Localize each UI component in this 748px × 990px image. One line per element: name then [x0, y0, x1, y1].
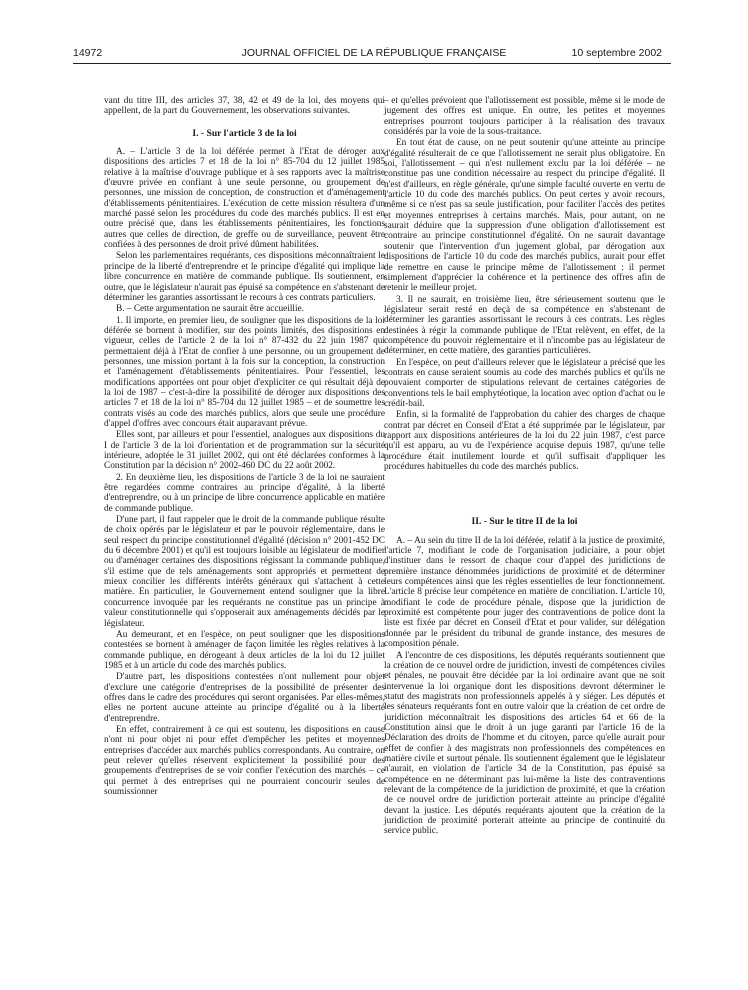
publication-date: 10 septembre 2002: [571, 47, 662, 59]
paragraph: Elles sont, par ailleurs et pour l'essentiel, analogues aux dispositions du I de l'article 3 de la loi d'orientation et de programmation sur la sécurité intérieure, adoptée le 31 juillet 2002, qui ont été déclarées conformes à la Constitution par la décision n° 2002-460 DC du 22 août 2002.: [104, 430, 385, 472]
paragraph: 2. En deuxième lieu, les dispositions de l'article 3 de la loi ne sauraient être regardées comme contraires au principe d'égalité, à la liberté d'entreprendre, ou à un principe de libre concurrence applicable en matière de commande publique.: [104, 472, 385, 514]
paragraph: A. – L'article 3 de la loi déférée permet à l'Etat de déroger aux dispositions des articles 7 et 18 de la loi n° 85-704 du 12 juillet 1985 relative à la maîtrise d'ouvrage publique et à ses rapports avec la maîtrise d'œuvre privée en confiant à une seule personne, ou groupement de personnes, une mission de conception, de construction et d'aménagement d'établissements pénitentiaires. L'exécution de cette mission résultera d'un marché passé selon les procédures du code des marchés publics. Il est en outre précisé que, dans les établissements pénitentiaires, les fonctions autres que celles de direction, de greffe ou de surveillance, peuvent être confiées à des personnes de droit privé dûment habilitées.: [104, 147, 385, 251]
paragraph: vant du titre III, des articles 37, 38, 42 et 49 de la loi, des moyens qui appellent, de la part du Gouvernement, les observations suivantes.: [104, 96, 385, 117]
paragraph: Au demeurant, et en l'espèce, on peut souligner que les dispositions contestées se bornent à aménager de façon limitée les règles relatives à la commande publique, en dérogeant à deux articles de la loi du 12 juillet 1985 et à un article du code des marchés publics.: [104, 629, 385, 671]
paragraph: D'une part, il faut rappeler que le droit de la commande publique résulte de choix opérés par le législateur et par le pouvoir réglementaire, dans le seul respect du principe constitutionnel d'égalité (décision n° 2001-452 DC du 6 décembre 2001) et qu'il est toujours loisible au législateur de modifier ou d'aménager certaines des dispositions régissant la commande publique, s'il estime que de tels aménagements sont appropriés et permettent de mieux concilier les différents intérêts généraux qui s'attachent à cette matière. En particulier, le Gouvernement entend souligner que la libre concurrence invoquée par les requérants ne constitue pas un principe à valeur constitutionnelle qui s'opposerait aux aménagements décidés par le législateur.: [104, 515, 385, 629]
paragraph: B. – Cette argumentation ne saurait être accueillie.: [116, 304, 305, 315]
journal-title: JOURNAL OFFICIEL DE LA RÉPUBLIQUE FRANÇAISE: [241, 47, 507, 59]
left-column: [104, 96, 385, 798]
header-rule: [73, 63, 671, 64]
section-spacer: [384, 473, 665, 505]
page-number: 14972: [73, 47, 103, 59]
paragraph: – et qu'elles prévoient que l'allotissement est possible, même si le mode de jugement des offres est unique. En outre, les petites et moyennes entreprises pourront toujours participer à la réalisation des travaux considérés par la voie de la sous-traitance.: [384, 96, 665, 138]
paragraph: En tout état de cause, on ne peut soutenir qu'une atteinte au principe d'égalité résulterait de ce que l'allotissement ne serait plus obligatoire. En soi, l'allotissement – qui n'est nullement exclu par la loi déférée – ne constitue pas une condition nécessaire au respect du principe d'égalité. Il n'est d'ailleurs, en règle générale, qu'une simple faculté ouverte en vertu de l'article 10 du code des marchés publics. On peut certes y avoir recours, même si ce n'est pas sa seule justification, pour faciliter l'accès des petites et moyennes entreprises à certains marchés. Mais, pour autant, on ne saurait déduire que la suppression d'une obligation d'allotissement est contraire au principe constitutionnel d'égalité. On ne saurait davantage soutenir que l'intervention d'un jugement global, par dérogation aux dispositions de l'article 10 du code des marchés publics, aurait pour effet de remettre en cause le principe même de l'allotissement : il permet simplement d'apprécier la cohérence et la pertinence des offres afin de retenir le meilleur projet.: [384, 138, 665, 294]
right-column: [384, 96, 665, 838]
paragraph: Selon les parlementaires requérants, ces dispositions méconnaîtraient le principe de la liberté d'entreprendre et le principe d'égalité qui implique la libre concurrence en matière de commande publique. Ils soutiennent, en outre, que le législateur n'aurait pas épuisé sa compétence en s'abstenant de déterminer les garanties assortissant le recours à ces contrats particuliers.: [104, 251, 385, 303]
paragraph: A l'encontre de ces dispositions, les députés requérants soutiennent que la création de ce nouvel ordre de juridiction, investi de compétences civiles et pénales, ne pouvait être décidée par la loi ordinaire avant que ne soit intervenue la loi organique dont les dispositions devront déterminer le statut des magistrats non professionnels appelés à y siéger. Les députés et les sénateurs requérants font en outre valoir que la création de cet ordre de juridiction méconnaîtrait les dispositions des articles 64 et 66 de la Constitution ainsi que le droit à un juge garanti par l'article 16 de la Déclaration des droits de l'homme et du citoyen, parce qu'elle aurait pour effet de confier à des magistrats non professionnels des compétences en matière civile et surtout pénale. Ils soutiennent également que le législateur n'aurait, en violation de l'article 34 de la Constitution, pas épuisé sa compétence en ne déterminant pas lui-même la liste des contraventions relevant de la compétence de la juridiction de proximité, et que la création de ce nouvel ordre de juridiction porterait atteinte au principe d'égalité devant la justice. Les députés requérants ajoutent que la création de la juridiction de proximité porterait atteinte au principe de continuité du service public.: [384, 650, 665, 837]
paragraph: En l'espèce, on peut d'ailleurs relever que le législateur a précisé que les contrats en cause seraient soumis au code des marchés publics et qu'ils ne pouvaient comporter de stipulations relevant de certaines catégories de conventions tels le bail emphytéotique, la location avec option d'achat ou le crédit-bail.: [384, 357, 666, 409]
paragraph: D'autre part, les dispositions contestées n'ont nullement pour objet d'exclure une catégorie d'entreprises de la possibilité de présenter des offres dans le cadre des procédures qui seront organisées. Par elles-mêmes, elles ne portent aucune atteinte au principe d'égalité ou à la liberté d'entreprendre.: [104, 672, 385, 724]
section-heading: I. - Sur l'article 3 de la loi: [192, 127, 297, 139]
paragraph: 3. Il ne saurait, en troisième lieu, être sérieusement soutenu que le législateur serait resté en deçà de sa compétence en s'abstenant de déterminer les garanties assortissant le recours à ces contrats. Les règles destinées à régir la commande publique de l'Etat relèvent, en effet, de la compétence du pouvoir réglementaire et il n'incombe pas au législateur de déterminer, en cette matière, des garanties particulières.: [384, 294, 665, 357]
paragraph: A. – Au sein du titre II de la loi déférée, relatif à la justice de proximité, l'article 7, modifiant le code de l'organisation judiciaire, a pour objet d'instituer dans le ressort de chaque cour d'appel des juridictions de première instance dénommées juridictions de proximité et de déterminer leurs compétences ainsi que les règles essentielles de leur fonctionnement. L'article 8 précise leur compétence en matière de conciliation. L'article 10, modifiant le code de procédure pénale, dispose que la juridiction de proximité est compétente pour juger des contraventions de police dont la liste est fixée par décret en Conseil d'Etat et pour valider, sur délégation donnée par le président du tribunal de grande instance, des mesures de composition pénale.: [384, 535, 665, 650]
section-heading: II. - Sur le titre II de la loi: [471, 516, 578, 528]
paragraph: En effet, contrairement à ce qui est soutenu, les dispositions en cause n'ont ni pour objet ni pour effet d'empêcher les petites et moyennes entreprises d'accéder aux marchés publics correspondants. Au contraire, on peut relever qu'elles réservent explicitement la possibilité pour des groupements d'entreprises de se voir confier l'exécution des marchés – ce qui permet à des entreprises qui ne pourraient concourir seules de soumissionner: [104, 724, 385, 797]
paragraph: 1. Il importe, en premier lieu, de souligner que les dispositions de la loi déférée se bornent à modifier, sur des points limités, des dispositions en vigueur, celles de l'article 2 de la loi n° 87-432 du 22 juin 1987 qui permettaient déjà à l'Etat de confier à une personne, ou un groupement de personnes, une mission portant à la fois sur la conception, la construction et l'aménagement d'établissements pénitentiaires. Pour l'essentiel, les modifications apportées ont pour objet d'expliciter ce qui résultait déjà de la loi de 1987 – c'est-à-dire la possibilité de déroger aux dispositions des articles 7 et 18 de la loi n° 85-704 du 12 juillet 1985 – et de soumettre les contrats visés au code des marchés publics, alors que seule une procédure d'appel d'offres avec concours était auparavant prévue.: [104, 315, 385, 429]
paragraph: Enfin, si la formalité de l'approbation du cahier des charges de chaque contrat par décret en Conseil d'Etat a été supprimée par le législateur, par rapport aux dispositions antérieures de la loi du 22 juin 1987, c'est parce qu'il est apparu, au vu de l'expérience acquise depuis 1987, qu'une telle procédure était inutilement lourde et qu'il suffisait d'appliquer les procédures habituelles du code des marchés publics.: [384, 410, 665, 473]
page-header: [0, 44, 748, 64]
